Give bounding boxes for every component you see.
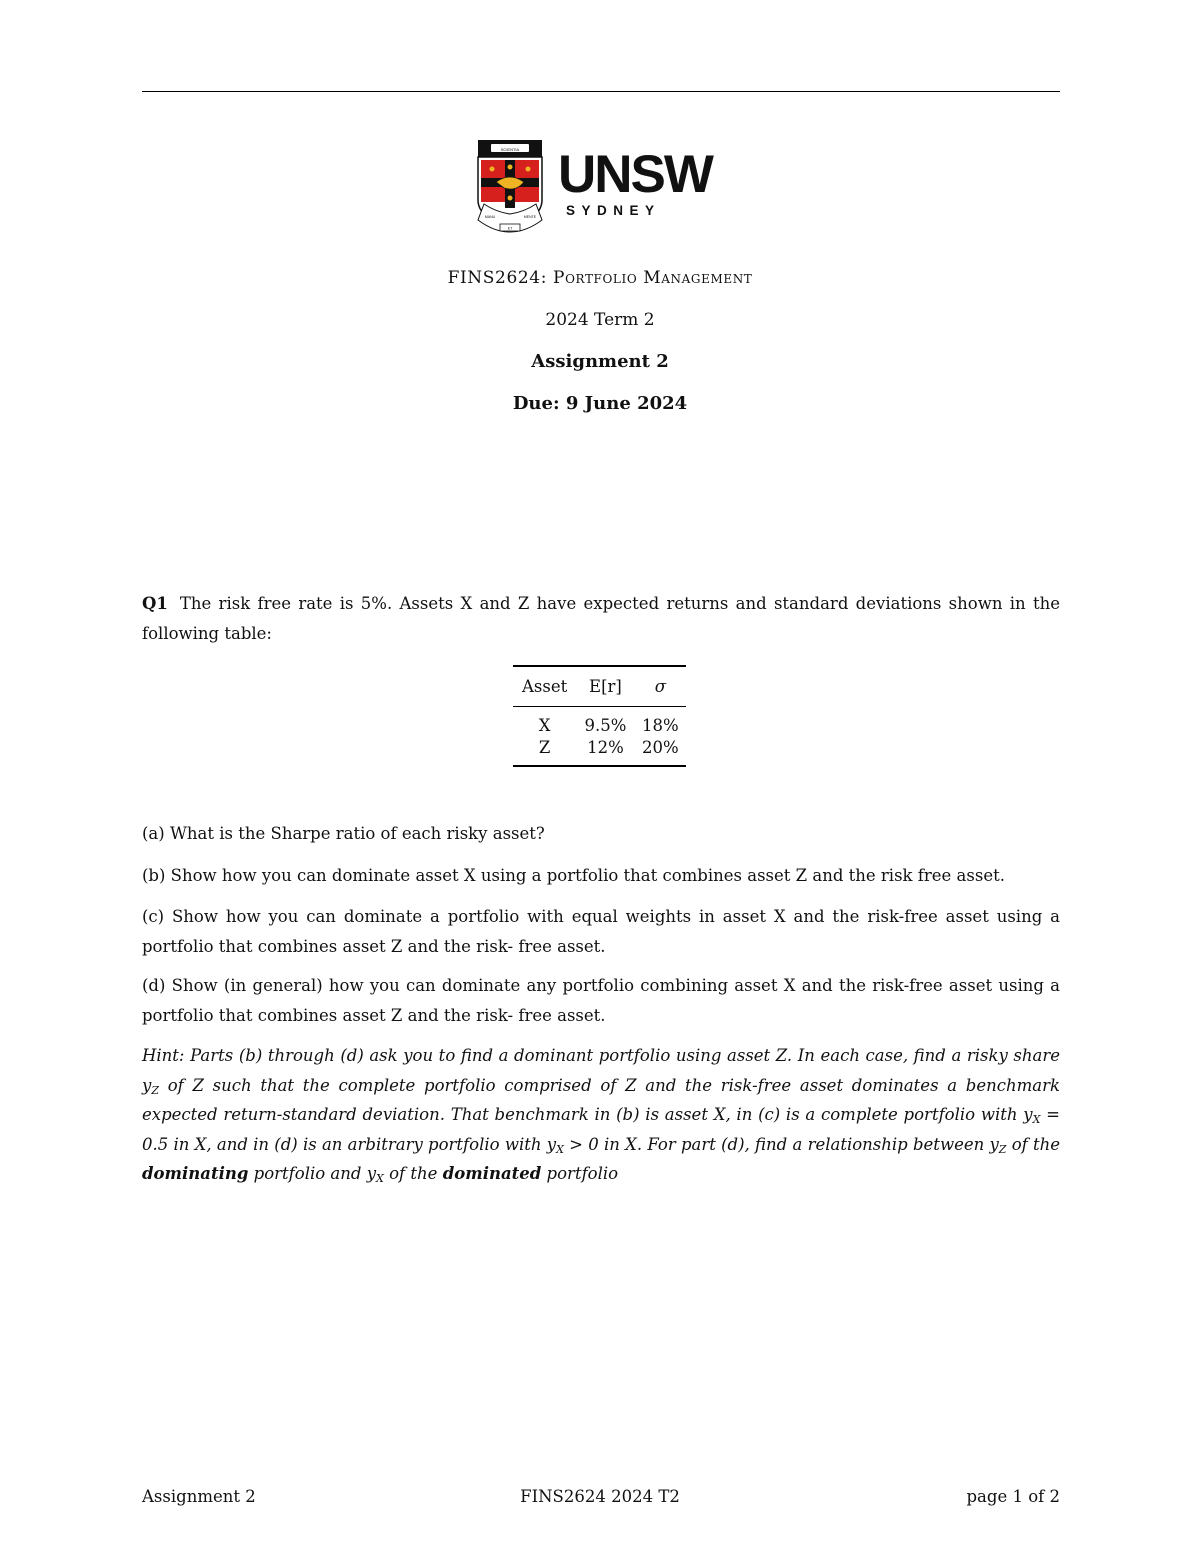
due-date: Due: 9 June 2024	[512, 393, 688, 414]
hint-text: of the	[1006, 1134, 1061, 1154]
math-subscript: X	[556, 1142, 564, 1156]
question-intro	[142, 589, 1060, 648]
course-code: FINS2624:	[447, 268, 548, 288]
table-header-sigma: σ	[654, 676, 666, 696]
hint-text: > 0 in X. For part (d), find a relationship between	[563, 1134, 990, 1154]
table-row	[513, 736, 686, 766]
table-row	[513, 706, 686, 736]
svg-text:SCIENTIA: SCIENTIA	[500, 147, 520, 152]
math-y: y	[546, 1134, 557, 1154]
part-c: (c) Show how you can dominate a portfolio with equal weights in asset X and the risk-free asset using a portfolio that combines asset Z and the risk- free asset.	[142, 907, 1060, 956]
svg-text:MENTE: MENTE	[523, 215, 537, 219]
table-cell: 18%	[642, 715, 679, 735]
table-cell: 9.5%	[584, 715, 627, 735]
math-subscript: X	[1032, 1113, 1041, 1126]
hint-emphasis: dominating	[142, 1164, 249, 1183]
hint-text: = 0.5 in X, and in (d) is an arbitrary portfolio with	[142, 1105, 1060, 1154]
hint-text: portfolio and	[248, 1164, 367, 1183]
footer-center: FINS2624 2024 T2	[520, 1487, 680, 1506]
math-y: y	[1023, 1105, 1033, 1124]
math-y: y	[366, 1164, 377, 1183]
hint-text: portfolio	[541, 1164, 619, 1183]
asset-table	[513, 665, 686, 767]
assignment-title: Assignment 2	[531, 351, 669, 372]
term: 2024 Term 2	[545, 310, 655, 330]
hint-emphasis: dominated	[442, 1164, 542, 1183]
footer-page-number: page 1 of 2	[966, 1487, 1060, 1506]
table-cell: 20%	[642, 738, 679, 757]
hint-text: of the	[383, 1164, 443, 1183]
math-y: y	[142, 1075, 152, 1095]
table-header-asset: Asset	[521, 676, 568, 696]
course-title	[0, 268, 1200, 288]
math-subscript: Z	[998, 1142, 1007, 1156]
hint-text: of Z such that the complete portfolio comprised of Z and the risk-free asset dominates a benchmark expected return-standard deviation. That benchmark in (b) is asset X, in (c) is a complete portfolio with	[142, 1075, 1060, 1124]
table-header-expected-return: E[r]	[589, 676, 622, 696]
svg-text:MANU: MANU	[484, 215, 496, 219]
table-cell: Z	[538, 738, 551, 757]
math-y: y	[989, 1134, 999, 1154]
footer-left: Assignment 2	[142, 1487, 256, 1506]
unsw-wordmark: UNSW	[558, 145, 712, 204]
hint-text: Hint: Parts (b) through (d) ask you to find a dominant portfolio using asset Z. In each case, find a risky share	[142, 1046, 1060, 1065]
svg-text:ET: ET	[507, 226, 513, 231]
part-a: (a) What is the Sharpe ratio of each risky asset?	[142, 824, 545, 843]
hint-paragraph	[142, 1041, 1060, 1189]
math-subscript: Z	[151, 1083, 159, 1097]
unsw-sydney-wordmark: SYDNEY	[566, 203, 661, 218]
table-cell: X	[538, 715, 551, 735]
part-b: (b) Show how you can dominate asset X using a portfolio that combines asset Z and the risk free asset.	[142, 866, 1005, 885]
table-cell: 12%	[587, 738, 624, 757]
course-name: Portfolio Management	[553, 268, 753, 288]
math-subscript: X	[376, 1172, 384, 1185]
part-d: (d) Show (in general) how you can dominate any portfolio combining asset X and the risk-free asset using a portfolio that combines asset Z and the risk- free asset.	[142, 976, 1060, 1025]
question-label: Q1	[142, 594, 168, 613]
header-rule	[142, 91, 1060, 92]
table-header-row	[513, 666, 686, 706]
question-intro-text: The risk free rate is 5%. Assets X and Z have expected returns and standard deviations shown in the following table:	[142, 594, 1060, 643]
